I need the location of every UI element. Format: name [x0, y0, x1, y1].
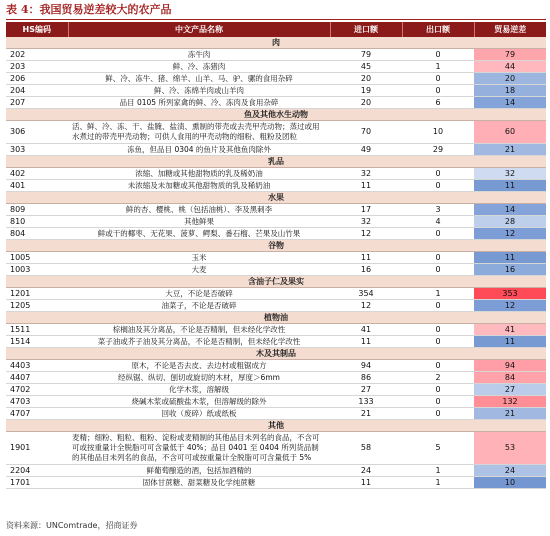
product-name-cell: 浓缩、加糖或其他甜物质的乳及稀奶油 [68, 168, 330, 180]
table-row [6, 477, 546, 489]
category-row [6, 192, 546, 204]
balance-cell: 12 [474, 300, 546, 312]
product-name-cell: 大豆，不论是否破碎 [68, 288, 330, 300]
category-row [6, 156, 546, 168]
export-cell: 29 [402, 144, 474, 156]
export-cell: 0 [402, 360, 474, 372]
import-cell: 20 [330, 97, 402, 109]
import-cell: 354 [330, 288, 402, 300]
product-name-cell: 回收（废碎）纸或纸板 [68, 408, 330, 420]
product-name-cell: 棕榈油及其分离品，不论是否精制，但未经化学改性 [68, 324, 330, 336]
export-cell: 0 [402, 336, 474, 348]
import-cell: 58 [330, 432, 402, 465]
balance-cell: 60 [474, 121, 546, 144]
product-name-cell: 鲜或干的椰枣、无花果、菠萝、鳄梨、番石榴、芒果及山竹果 [68, 228, 330, 240]
category-label: 其他 [6, 420, 546, 432]
header-balance: 贸易逆差 [474, 22, 546, 37]
table-row [6, 324, 546, 336]
product-name-cell: 鲜、冷、冻绵羊肉或山羊肉 [68, 85, 330, 97]
hs-code-cell: 206 [6, 73, 68, 85]
hs-code-cell: 4703 [6, 396, 68, 408]
hs-code-cell: 306 [6, 121, 68, 144]
table-row [6, 204, 546, 216]
hs-code-cell: 402 [6, 168, 68, 180]
hs-code-cell: 4407 [6, 372, 68, 384]
export-cell: 6 [402, 97, 474, 109]
import-cell: 27 [330, 384, 402, 396]
category-label: 乳品 [6, 156, 546, 168]
hs-code-cell: 303 [6, 144, 68, 156]
product-name-cell: 未浓缩及未加糖或其他甜物质的乳及稀奶油 [68, 180, 330, 192]
balance-cell: 41 [474, 324, 546, 336]
import-cell: 79 [330, 49, 402, 61]
import-cell: 20 [330, 73, 402, 85]
product-name-cell: 菜子油或芥子油及其分离品，不论是否精制，但未经化学改性 [68, 336, 330, 348]
export-cell: 0 [402, 408, 474, 420]
table-row [6, 49, 546, 61]
category-label: 植物油 [6, 312, 546, 324]
export-cell: 0 [402, 49, 474, 61]
table-row [6, 73, 546, 85]
balance-cell: 21 [474, 144, 546, 156]
balance-cell: 132 [474, 396, 546, 408]
hs-code-cell: 1701 [6, 477, 68, 489]
product-name-cell: 冻鱼，但品目 0304 的鱼片及其他鱼肉除外 [68, 144, 330, 156]
import-cell: 24 [330, 465, 402, 477]
product-name-cell: 油菜子，不论是否破碎 [68, 300, 330, 312]
product-name-cell: 鲜葡萄酿造的酒，包括加酒精的 [68, 465, 330, 477]
category-row [6, 276, 546, 288]
product-name-cell: 冻牛肉 [68, 49, 330, 61]
import-cell: 49 [330, 144, 402, 156]
table-row [6, 144, 546, 156]
import-cell: 94 [330, 360, 402, 372]
table-row [6, 300, 546, 312]
product-name-cell: 麦精；细粉、粗粒、粗粉、淀粉或麦精制的其他品目未列名的食品，不含可可或按重量计全脱脂可可含量低于 40%；品目 0401 至 0404 所列货品制的其他品目未列名的食品，不含可可或按重量计全脱脂可可含量低于 5% [68, 432, 330, 465]
export-cell: 1 [402, 465, 474, 477]
table-row [6, 168, 546, 180]
source-note: 资料来源：UNComtrade，招商证券 [6, 521, 138, 530]
hs-code-cell: 1514 [6, 336, 68, 348]
export-cell: 10 [402, 121, 474, 144]
import-cell: 41 [330, 324, 402, 336]
hs-code-cell: 2204 [6, 465, 68, 477]
balance-cell: 11 [474, 336, 546, 348]
export-cell: 0 [402, 252, 474, 264]
table-row [6, 180, 546, 192]
hs-code-cell: 204 [6, 85, 68, 97]
table-row [6, 384, 546, 396]
export-cell: 2 [402, 372, 474, 384]
product-name-cell: 烧碱木浆或硫酸盐木浆，但溶解级的除外 [68, 396, 330, 408]
hs-code-cell: 1511 [6, 324, 68, 336]
table-row [6, 465, 546, 477]
hs-code-cell: 1205 [6, 300, 68, 312]
import-cell: 12 [330, 300, 402, 312]
balance-cell: 14 [474, 97, 546, 109]
category-label: 鱼及其他水生动物 [6, 109, 546, 121]
hs-code-cell: 4403 [6, 360, 68, 372]
category-row [6, 240, 546, 252]
balance-cell: 32 [474, 168, 546, 180]
product-name-cell: 鲜的杏、樱桃、桃（包括油桃）、李及黑刺李 [68, 204, 330, 216]
export-cell: 0 [402, 264, 474, 276]
category-label: 水果 [6, 192, 546, 204]
export-cell: 1 [402, 288, 474, 300]
category-row [6, 37, 546, 49]
export-cell: 0 [402, 384, 474, 396]
product-name-cell: 经纵锯、纵切、刨切或旋切的木材，厚度＞6mm [68, 372, 330, 384]
table-row [6, 85, 546, 97]
import-cell: 133 [330, 396, 402, 408]
header-export: 出口额 [402, 22, 474, 37]
category-row [6, 348, 546, 360]
product-name-cell: 玉米 [68, 252, 330, 264]
header-product-name: 中文产品名称 [68, 22, 330, 37]
trade-deficit-table [6, 22, 546, 489]
export-cell: 3 [402, 204, 474, 216]
hs-code-cell: 1005 [6, 252, 68, 264]
table-row [6, 264, 546, 276]
category-label: 含油子仁及果实 [6, 276, 546, 288]
hs-code-cell: 804 [6, 228, 68, 240]
table-row [6, 360, 546, 372]
table-header-row [6, 22, 546, 37]
category-row [6, 109, 546, 121]
export-cell: 0 [402, 85, 474, 97]
product-name-cell: 品目 0105 所列家禽的鲜、冷、冻肉及食用杂碎 [68, 97, 330, 109]
table-row [6, 396, 546, 408]
table-row [6, 97, 546, 109]
product-name-cell: 活、鲜、冷、冻、干、盐腌、盐渍、熏制的带壳或去壳甲壳动物；蒸过或用水煮过的带壳甲壳动物；可供人食用的甲壳动物的细粉、粗粉及团粒 [68, 121, 330, 144]
category-row [6, 312, 546, 324]
export-cell: 0 [402, 300, 474, 312]
balance-cell: 28 [474, 216, 546, 228]
product-name-cell: 鲜、冷、冻猪肉 [68, 61, 330, 73]
header-hs-code: HS编码 [6, 22, 68, 37]
balance-cell: 18 [474, 85, 546, 97]
export-cell: 0 [402, 180, 474, 192]
category-label: 谷物 [6, 240, 546, 252]
import-cell: 11 [330, 477, 402, 489]
export-cell: 1 [402, 477, 474, 489]
balance-cell: 11 [474, 180, 546, 192]
balance-cell: 21 [474, 408, 546, 420]
balance-cell: 20 [474, 73, 546, 85]
hs-code-cell: 1201 [6, 288, 68, 300]
import-cell: 19 [330, 85, 402, 97]
product-name-cell: 其他鲜果 [68, 216, 330, 228]
export-cell: 0 [402, 73, 474, 85]
table-row [6, 408, 546, 420]
balance-cell: 16 [474, 264, 546, 276]
export-cell: 0 [402, 168, 474, 180]
table-row [6, 288, 546, 300]
balance-cell: 44 [474, 61, 546, 73]
export-cell: 0 [402, 396, 474, 408]
balance-cell: 79 [474, 49, 546, 61]
product-name-cell: 鲜、冷、冻牛、猪、绵羊、山羊、马、驴、骡的食用杂碎 [68, 73, 330, 85]
product-name-cell: 化学木浆，溶解级 [68, 384, 330, 396]
product-name-cell: 大麦 [68, 264, 330, 276]
import-cell: 45 [330, 61, 402, 73]
hs-code-cell: 810 [6, 216, 68, 228]
balance-cell: 84 [474, 372, 546, 384]
table-row [6, 121, 546, 144]
import-cell: 11 [330, 180, 402, 192]
balance-cell: 353 [474, 288, 546, 300]
product-name-cell: 固体甘蔗糖、甜菜糖及化学纯蔗糖 [68, 477, 330, 489]
import-cell: 32 [330, 216, 402, 228]
hs-code-cell: 1901 [6, 432, 68, 465]
table-row [6, 336, 546, 348]
header-import: 进口额 [330, 22, 402, 37]
import-cell: 11 [330, 336, 402, 348]
table-row [6, 216, 546, 228]
balance-cell: 27 [474, 384, 546, 396]
hs-code-cell: 4707 [6, 408, 68, 420]
product-name-cell: 原木，不论是否去皮、去边材或粗锯成方 [68, 360, 330, 372]
hs-code-cell: 1003 [6, 264, 68, 276]
export-cell: 0 [402, 228, 474, 240]
hs-code-cell: 4702 [6, 384, 68, 396]
hs-code-cell: 809 [6, 204, 68, 216]
table-row [6, 252, 546, 264]
import-cell: 70 [330, 121, 402, 144]
category-label: 肉 [6, 37, 546, 49]
table-body [6, 37, 546, 489]
import-cell: 32 [330, 168, 402, 180]
balance-cell: 53 [474, 432, 546, 465]
import-cell: 21 [330, 408, 402, 420]
balance-cell: 12 [474, 228, 546, 240]
import-cell: 16 [330, 264, 402, 276]
export-cell: 4 [402, 216, 474, 228]
table-row [6, 432, 546, 465]
balance-cell: 11 [474, 252, 546, 264]
table-title: 表 4：我国贸易逆差较大的农产品 [6, 3, 172, 16]
hs-code-cell: 401 [6, 180, 68, 192]
export-cell: 5 [402, 432, 474, 465]
table-row [6, 228, 546, 240]
import-cell: 86 [330, 372, 402, 384]
balance-cell: 14 [474, 204, 546, 216]
balance-cell: 24 [474, 465, 546, 477]
hs-code-cell: 202 [6, 49, 68, 61]
balance-cell: 94 [474, 360, 546, 372]
export-cell: 0 [402, 324, 474, 336]
title-divider [6, 19, 546, 20]
category-label: 木及其制品 [6, 348, 546, 360]
export-cell: 1 [402, 61, 474, 73]
hs-code-cell: 207 [6, 97, 68, 109]
import-cell: 12 [330, 228, 402, 240]
category-row [6, 420, 546, 432]
table-row [6, 61, 546, 73]
import-cell: 11 [330, 252, 402, 264]
balance-cell: 10 [474, 477, 546, 489]
table-row [6, 372, 546, 384]
import-cell: 17 [330, 204, 402, 216]
hs-code-cell: 203 [6, 61, 68, 73]
